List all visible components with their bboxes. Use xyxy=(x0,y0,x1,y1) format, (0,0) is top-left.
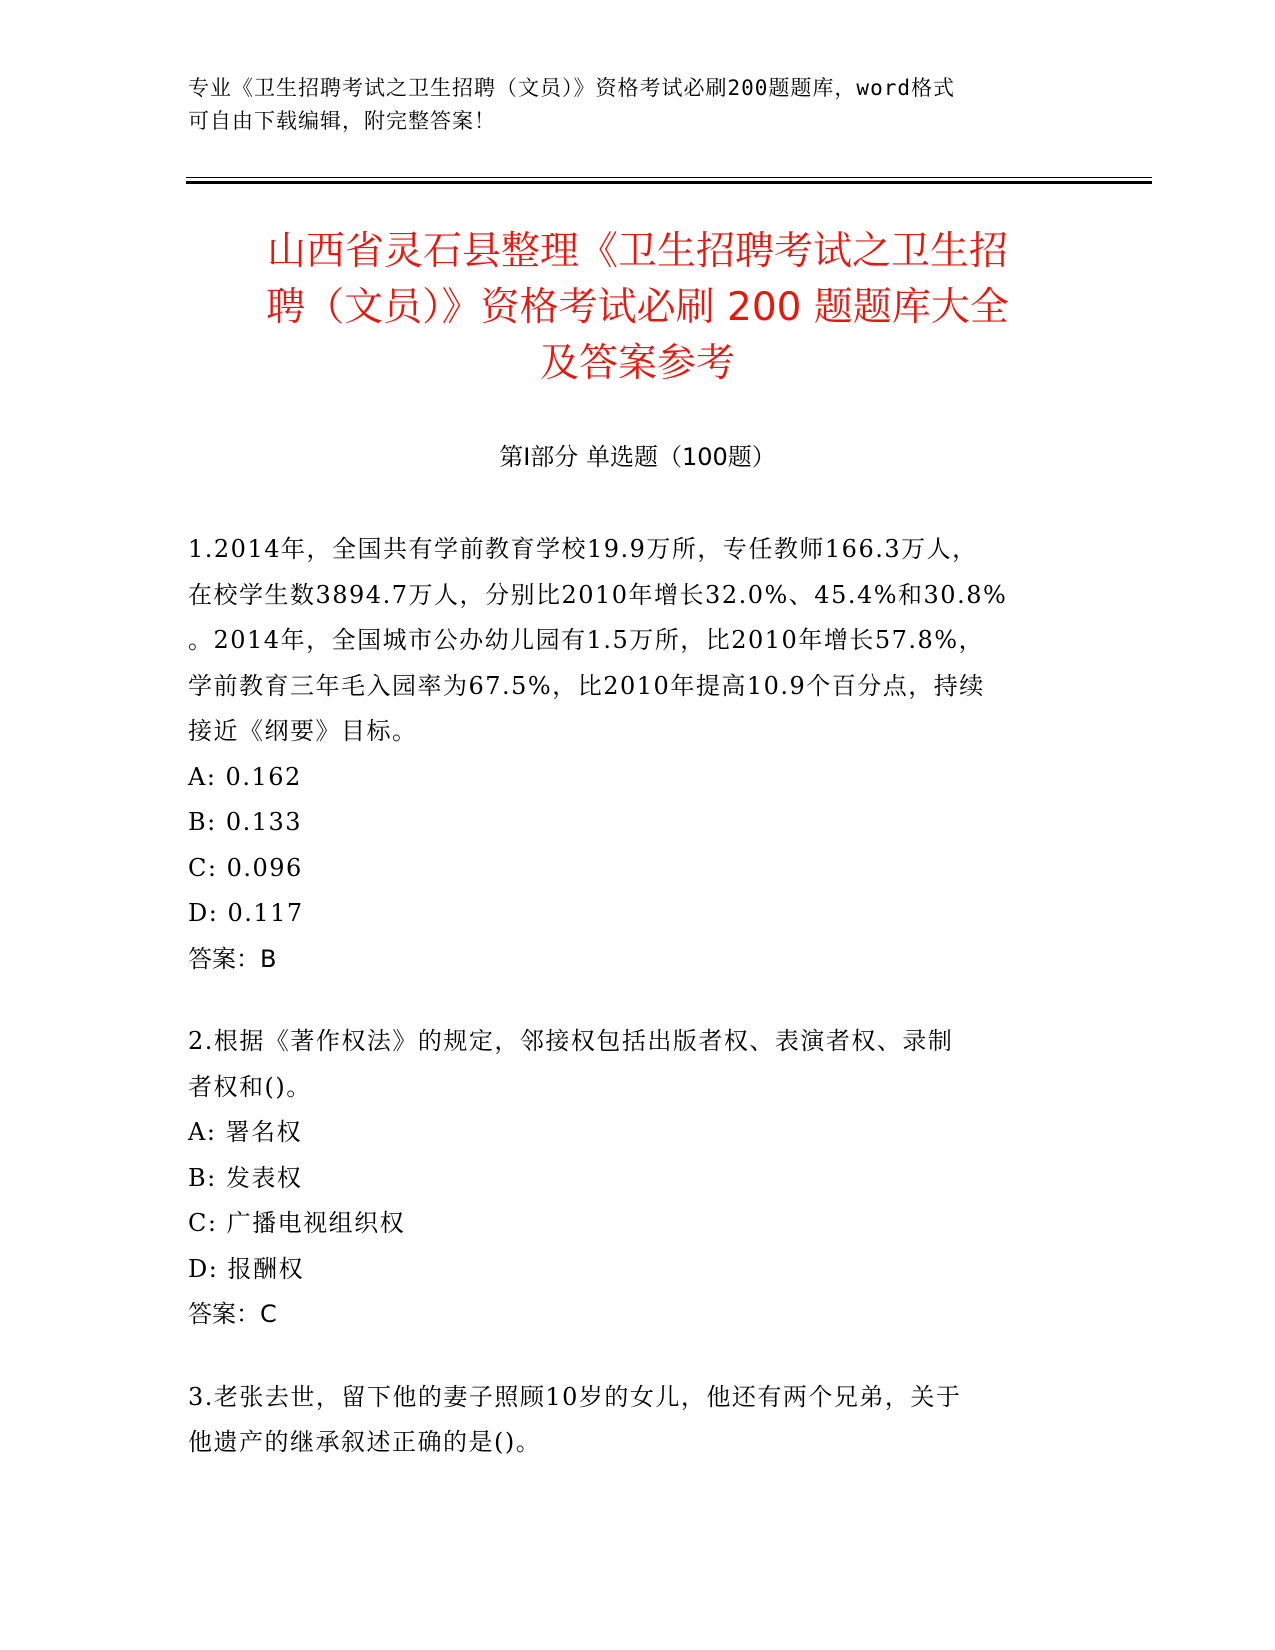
question-stem-line: 接近《纲要》目标。 xyxy=(188,717,418,745)
question-list xyxy=(188,527,1088,1466)
option-c: C: 0.096 xyxy=(188,853,303,882)
option-a: A: 署名权 xyxy=(188,1118,303,1146)
document-title xyxy=(150,224,1125,392)
header-note xyxy=(188,72,1068,138)
question-stem-line: 3.老张去世，留下他的妻子照顾10岁的女儿，他还有两个兄弟，关于 xyxy=(188,1382,962,1411)
question-stem-line: 学前教育三年毛入园率为67.5%，比2010年提高10.9个百分点，持续 xyxy=(188,671,985,700)
question-item xyxy=(188,1375,1088,1466)
header-divider-thick xyxy=(186,181,1152,184)
question-stem-line: 在校学生数3894.7万人，分别比2010年增长32.0%、45.4%和30.8% xyxy=(188,580,1008,609)
title-line: 及答案参考 xyxy=(539,341,735,386)
answer-label: 答案：C xyxy=(188,1300,277,1328)
option-b: B: 0.133 xyxy=(188,808,303,836)
question-stem-line: 2.根据《著作权法》的规定，邻接权包括出版者权、表演者权、录制 xyxy=(188,1027,954,1055)
question-item xyxy=(188,1019,1088,1338)
option-c: C: 广播电视组织权 xyxy=(188,1209,406,1237)
question-item xyxy=(188,527,1088,982)
title-line: 山西省灵石县整理《卫生招聘考试之卫生招 xyxy=(266,229,1008,274)
answer-label: 答案：B xyxy=(188,944,277,973)
option-d: D: 0.117 xyxy=(188,899,304,927)
header-divider-thin xyxy=(186,177,1152,178)
title-line: 聘（文员）》资格考试必刷 200 题题库大全 xyxy=(266,285,1009,330)
question-stem-line: 者权和()。 xyxy=(188,1072,312,1101)
header-note-line: 可自由下载编辑，附完整答案！ xyxy=(188,109,496,133)
option-a: A: 0.162 xyxy=(188,762,302,791)
section-heading: 第Ⅰ部分 单选题（100题） xyxy=(499,443,776,471)
option-b: B: 发表权 xyxy=(188,1163,303,1192)
option-d: D: 报酬权 xyxy=(188,1254,304,1283)
question-stem-line: 他遗产的继承叙述正确的是()。 xyxy=(188,1428,542,1456)
header-note-line: 专业《卫生招聘考试之卫生招聘（文员）》资格考试必刷200题题库，word格式 xyxy=(188,76,955,100)
question-stem-line: 1.2014年，全国共有学前教育学校19.9万所，专任教师166.3万人， xyxy=(188,535,978,563)
question-stem-line: 。2014年，全国城市公办幼儿园有1.5万所，比2010年增长57.8%， xyxy=(188,626,985,654)
